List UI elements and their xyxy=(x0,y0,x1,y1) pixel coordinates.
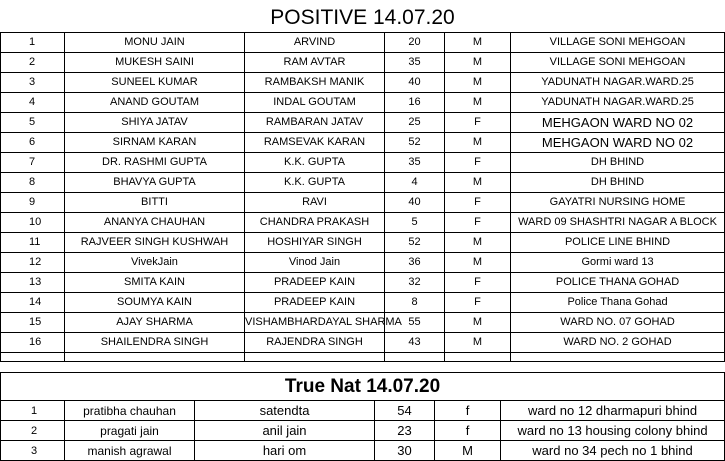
serial-cell: 1 xyxy=(1,401,65,421)
age-cell: 8 xyxy=(385,292,445,312)
gender-cell: f xyxy=(435,421,501,441)
address-cell: VILLAGE SONI MEHGOAN xyxy=(511,52,725,72)
name-cell: manish agrawal xyxy=(65,441,195,461)
table-row xyxy=(1,441,725,461)
gender-cell: M xyxy=(445,52,511,72)
table-row xyxy=(1,192,725,212)
gender-cell: M xyxy=(445,172,511,192)
age-cell: 5 xyxy=(385,212,445,232)
gender-cell: M xyxy=(445,32,511,52)
guardian-cell: RAMSEVAK KARAN xyxy=(245,132,385,152)
guardian-cell: RAM AVTAR xyxy=(245,52,385,72)
gender-cell: F xyxy=(445,192,511,212)
serial-cell: 12 xyxy=(1,252,65,272)
name-cell: MONU JAIN xyxy=(65,32,245,52)
address-cell: Gormi ward 13 xyxy=(511,252,725,272)
blank-cell xyxy=(65,352,245,361)
name-cell: SHIYA JATAV xyxy=(65,112,245,132)
address-cell: DH BHIND xyxy=(511,172,725,192)
guardian-cell: HOSHIYAR SINGH xyxy=(245,232,385,252)
address-cell: WARD NO. 07 GOHAD xyxy=(511,312,725,332)
serial-cell: 14 xyxy=(1,292,65,312)
table-row xyxy=(1,72,725,92)
gender-cell: M xyxy=(445,252,511,272)
serial-cell: 10 xyxy=(1,212,65,232)
name-cell: SMITA KAIN xyxy=(65,272,245,292)
gender-cell: M xyxy=(445,332,511,352)
address-cell: GAYATRI NURSING HOME xyxy=(511,192,725,212)
serial-cell: 4 xyxy=(1,92,65,112)
gender-cell: M xyxy=(435,441,501,461)
gender-cell: F xyxy=(445,292,511,312)
gender-cell: M xyxy=(445,232,511,252)
address-cell: Police Thana Gohad xyxy=(511,292,725,312)
guardian-cell: K.K. GUPTA xyxy=(245,172,385,192)
table-row xyxy=(1,52,725,72)
gender-cell: M xyxy=(445,132,511,152)
table-row xyxy=(1,212,725,232)
blank-cell xyxy=(445,352,511,361)
age-cell: 35 xyxy=(385,52,445,72)
serial-cell: 2 xyxy=(1,421,65,441)
table-row xyxy=(1,132,725,152)
age-cell: 55 xyxy=(385,312,445,332)
gender-cell: M xyxy=(445,312,511,332)
guardian-cell: hari om xyxy=(195,441,375,461)
blank-cell xyxy=(245,352,385,361)
table-row xyxy=(1,112,725,132)
age-cell: 35 xyxy=(385,152,445,172)
guardian-cell: RAVI xyxy=(245,192,385,212)
age-cell: 30 xyxy=(375,441,435,461)
name-cell: VivekJain xyxy=(65,252,245,272)
gender-cell: F xyxy=(445,272,511,292)
age-cell: 23 xyxy=(375,421,435,441)
guardian-cell: PRADEEP KAIN xyxy=(245,272,385,292)
table-row xyxy=(1,401,725,421)
table-row xyxy=(1,32,725,52)
blank-row xyxy=(1,352,725,361)
address-cell: MEHGAON WARD NO 02 xyxy=(511,132,725,152)
age-cell: 52 xyxy=(385,132,445,152)
guardian-cell: K.K. GUPTA xyxy=(245,152,385,172)
guardian-cell: RAMBAKSH MANIK xyxy=(245,72,385,92)
serial-cell: 7 xyxy=(1,152,65,172)
table-row xyxy=(1,332,725,352)
guardian-cell: Vinod Jain xyxy=(245,252,385,272)
name-cell: DR. RASHMI GUPTA xyxy=(65,152,245,172)
table-row xyxy=(1,252,725,272)
table-row xyxy=(1,312,725,332)
address-cell: WARD NO. 2 GOHAD xyxy=(511,332,725,352)
truenat-table xyxy=(0,372,725,461)
name-cell: SUNEEL KUMAR xyxy=(65,72,245,92)
age-cell: 32 xyxy=(385,272,445,292)
age-cell: 36 xyxy=(385,252,445,272)
age-cell: 40 xyxy=(385,192,445,212)
address-cell: POLICE THANA GOHAD xyxy=(511,272,725,292)
serial-cell: 5 xyxy=(1,112,65,132)
name-cell: SHAILENDRA SINGH xyxy=(65,332,245,352)
address-cell: YADUNATH NAGAR.WARD.25 xyxy=(511,92,725,112)
name-cell: BHAVYA GUPTA xyxy=(65,172,245,192)
truenat-title: True Nat 14.07.20 xyxy=(1,373,725,401)
address-cell: MEHGAON WARD NO 02 xyxy=(511,112,725,132)
blank-cell xyxy=(511,352,725,361)
positive-table xyxy=(0,4,725,362)
guardian-cell: PRADEEP KAIN xyxy=(245,292,385,312)
address-cell: POLICE LINE BHIND xyxy=(511,232,725,252)
name-cell: MUKESH SAINI xyxy=(65,52,245,72)
table-row xyxy=(1,172,725,192)
guardian-cell: CHANDRA PRAKASH xyxy=(245,212,385,232)
serial-cell: 9 xyxy=(1,192,65,212)
serial-cell: 11 xyxy=(1,232,65,252)
serial-cell: 16 xyxy=(1,332,65,352)
serial-cell: 3 xyxy=(1,441,65,461)
name-cell: AJAY SHARMA xyxy=(65,312,245,332)
address-cell: ward no 12 dharmapuri bhind xyxy=(501,401,725,421)
name-cell: pratibha chauhan xyxy=(65,401,195,421)
table-row xyxy=(1,292,725,312)
serial-cell: 1 xyxy=(1,32,65,52)
serial-cell: 6 xyxy=(1,132,65,152)
table-row xyxy=(1,152,725,172)
gender-cell: f xyxy=(435,401,501,421)
name-cell: ANANYA CHAUHAN xyxy=(65,212,245,232)
age-cell: 40 xyxy=(385,72,445,92)
name-cell: ANAND GOUTAM xyxy=(65,92,245,112)
name-cell: SOUMYA KAIN xyxy=(65,292,245,312)
guardian-cell: VISHAMBHARDAYAL SHARMA xyxy=(245,312,385,332)
positive-title: POSITIVE 14.07.20 xyxy=(270,5,455,29)
address-cell: YADUNATH NAGAR.WARD.25 xyxy=(511,72,725,92)
address-cell: DH BHIND xyxy=(511,152,725,172)
name-cell: BITTI xyxy=(65,192,245,212)
address-cell: WARD 09 SHASHTRI NAGAR A BLOCK xyxy=(511,212,725,232)
blank-cell xyxy=(1,352,65,361)
gender-cell: F xyxy=(445,212,511,232)
guardian-cell: RAJENDRA SINGH xyxy=(245,332,385,352)
name-cell: SIRNAM KARAN xyxy=(65,132,245,152)
table-row xyxy=(1,232,725,252)
guardian-cell: INDAL GOUTAM xyxy=(245,92,385,112)
guardian-cell: anil jain xyxy=(195,421,375,441)
table-row xyxy=(1,272,725,292)
guardian-cell: ARVIND xyxy=(245,32,385,52)
age-cell: 25 xyxy=(385,112,445,132)
age-cell: 20 xyxy=(385,32,445,52)
serial-cell: 2 xyxy=(1,52,65,72)
age-cell: 43 xyxy=(385,332,445,352)
blank-cell xyxy=(385,352,445,361)
age-cell: 4 xyxy=(385,172,445,192)
guardian-cell: satendta xyxy=(195,401,375,421)
gender-cell: F xyxy=(445,152,511,172)
age-cell: 16 xyxy=(385,92,445,112)
address-cell: ward no 13 housing colony bhind xyxy=(501,421,725,441)
address-cell: ward no 34 pech no 1 bhind xyxy=(501,441,725,461)
serial-cell: 15 xyxy=(1,312,65,332)
serial-cell: 13 xyxy=(1,272,65,292)
guardian-cell: RAMBARAN JATAV xyxy=(245,112,385,132)
name-cell: RAJVEER SINGH KUSHWAH xyxy=(65,232,245,252)
gender-cell: M xyxy=(445,92,511,112)
age-cell: 54 xyxy=(375,401,435,421)
serial-cell: 3 xyxy=(1,72,65,92)
gender-cell: M xyxy=(445,72,511,92)
table-row xyxy=(1,421,725,441)
serial-cell: 8 xyxy=(1,172,65,192)
table-row xyxy=(1,92,725,112)
name-cell: pragati jain xyxy=(65,421,195,441)
address-cell: VILLAGE SONI MEHGOAN xyxy=(511,32,725,52)
age-cell: 52 xyxy=(385,232,445,252)
gender-cell: F xyxy=(445,112,511,132)
